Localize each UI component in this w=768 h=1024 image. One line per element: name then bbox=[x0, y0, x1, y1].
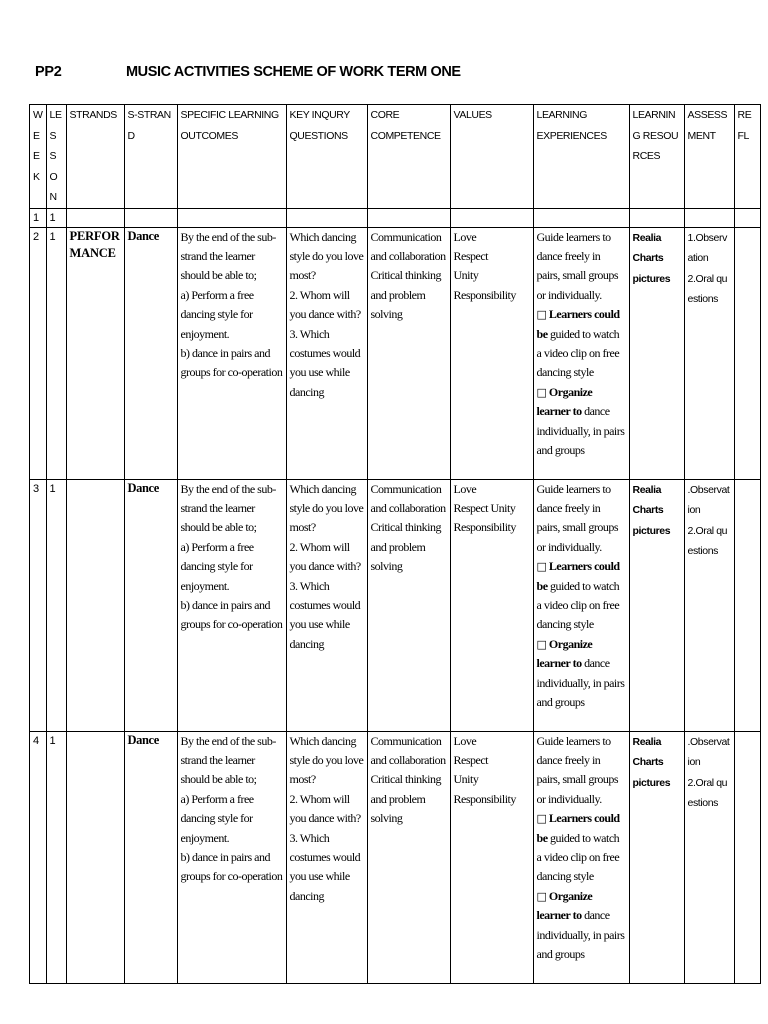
checkbox-bullet-icon: □ bbox=[536, 812, 547, 826]
checkbox-bullet-icon: □ bbox=[536, 889, 547, 903]
header-outcomes: SPECIFIC LEARNING OUTCOMES bbox=[177, 105, 286, 209]
competence-cell bbox=[367, 479, 450, 731]
header-competence: CORE COMPETENCE bbox=[367, 105, 450, 209]
competence-cell bbox=[367, 227, 450, 479]
table-row bbox=[30, 227, 761, 479]
values-cell bbox=[450, 208, 533, 227]
bullet-bold-text: Organize learner to bbox=[536, 888, 593, 923]
question-text: 2. Whom will you dance with? bbox=[289, 287, 361, 322]
resource-text: Realia bbox=[632, 231, 662, 244]
question-text: 2. Whom will you dance with? bbox=[289, 539, 361, 574]
resource-text: pictures bbox=[632, 776, 671, 789]
resources-cell bbox=[629, 479, 684, 731]
value-text: Unity bbox=[453, 268, 479, 283]
value-text: Love bbox=[453, 229, 477, 244]
bullet-bold-text: Organize learner to bbox=[536, 384, 593, 419]
resource-text: pictures bbox=[632, 272, 671, 285]
experience-bullet bbox=[537, 887, 626, 965]
question-text: Which dancing style do you love most? bbox=[289, 733, 364, 787]
header-row bbox=[30, 105, 761, 209]
resources-cell bbox=[629, 208, 684, 227]
question-text: 3. Which costumes would you use while dancing bbox=[289, 830, 361, 903]
outcome-text: By the end of the sub-strand the learner should be able to; bbox=[180, 733, 276, 787]
competence-cell bbox=[367, 208, 450, 227]
assessment-text: .Observation bbox=[687, 483, 730, 516]
value-text: Responsibility bbox=[453, 791, 516, 806]
experience-intro: Guide learners to dance freely in pairs, small groups or individually. bbox=[536, 481, 619, 554]
bullet-bold-text: Learners could be bbox=[536, 811, 620, 845]
experience-intro: Guide learners to dance freely in pairs, small groups or individually. bbox=[536, 229, 619, 302]
experience-bullet bbox=[537, 557, 626, 635]
values-cell bbox=[450, 479, 533, 731]
resource-text: Charts bbox=[632, 252, 664, 264]
resource-text: pictures bbox=[632, 524, 671, 537]
checkbox-bullet-icon: □ bbox=[536, 637, 547, 651]
experience-bullet bbox=[537, 635, 626, 713]
header-lesson: LESSON bbox=[46, 105, 66, 209]
value-text: Respect Unity bbox=[453, 500, 516, 515]
outcome-text: b) dance in pairs and groups for co-operation bbox=[180, 345, 283, 380]
header-strands: STRANDS bbox=[66, 105, 124, 209]
strand-cell bbox=[66, 208, 124, 227]
strand-cell bbox=[66, 731, 124, 983]
substrand-cell: Dance bbox=[124, 479, 177, 731]
resource-text: Charts bbox=[632, 504, 664, 516]
outcome-text: b) dance in pairs and groups for co-operation bbox=[180, 849, 283, 884]
assessment-cell bbox=[684, 731, 734, 983]
outcome-text: b) dance in pairs and groups for co-operation bbox=[180, 597, 283, 632]
lesson-cell: 1 bbox=[46, 208, 66, 227]
resources-cell bbox=[629, 227, 684, 479]
resources-cell bbox=[629, 731, 684, 983]
document-title-row bbox=[35, 64, 735, 88]
experiences-cell bbox=[533, 479, 629, 731]
assessment-cell bbox=[684, 479, 734, 731]
value-text: Unity bbox=[453, 772, 479, 787]
strand-cell: PERFORMANCE bbox=[66, 227, 124, 479]
header-questions: KEY INQURY QUESTIONS bbox=[286, 105, 367, 209]
bullet-bold-text: Learners could be bbox=[536, 307, 620, 341]
week-cell: 2 bbox=[30, 227, 47, 479]
question-text: Which dancing style do you love most? bbox=[289, 481, 364, 535]
question-text: 2. Whom will you dance with? bbox=[289, 791, 361, 826]
competence-cell bbox=[367, 731, 450, 983]
question-text: 3. Which costumes would you use while dancing bbox=[289, 326, 361, 399]
bullet-bold-text: Learners could be bbox=[536, 559, 620, 593]
outcomes-cell bbox=[177, 479, 286, 731]
reflection-cell bbox=[734, 479, 760, 731]
outcomes-cell bbox=[177, 208, 286, 227]
substrand-cell: Dance bbox=[124, 227, 177, 479]
outcomes-cell bbox=[177, 731, 286, 983]
bullet-bold-text: Organize learner to bbox=[536, 636, 593, 671]
questions-cell bbox=[286, 227, 367, 479]
document-title: MUSIC ACTIVITIES SCHEME OF WORK TERM ONE bbox=[126, 64, 461, 80]
questions-cell bbox=[286, 479, 367, 731]
header-refl: REFL bbox=[734, 105, 760, 209]
value-text: Love bbox=[453, 481, 477, 496]
checkbox-bullet-icon: □ bbox=[536, 385, 547, 399]
outcome-text: a) Perform a free dancing style for enjoyment. bbox=[180, 791, 254, 845]
header-values: VALUES bbox=[450, 105, 533, 209]
resource-text: Realia bbox=[632, 483, 662, 496]
scheme-of-work-table bbox=[29, 104, 761, 984]
assessment-cell bbox=[684, 208, 734, 227]
questions-cell bbox=[286, 731, 367, 983]
question-text: 3. Which costumes would you use while dancing bbox=[289, 578, 361, 651]
substrand-cell bbox=[124, 208, 177, 227]
value-text: Love bbox=[453, 733, 477, 748]
resource-text: Charts bbox=[632, 756, 664, 768]
competence-text: Critical thinking and problem solving bbox=[370, 520, 442, 574]
header-week: WEEK bbox=[30, 105, 47, 209]
competence-text: Communication and collaboration bbox=[370, 481, 446, 515]
experience-bullet bbox=[537, 809, 626, 887]
value-text: Responsibility bbox=[453, 520, 516, 535]
table-row bbox=[30, 731, 761, 983]
bullet-text: guided to watch a video clip on free dancing style bbox=[536, 326, 620, 380]
bullet-text: dance individually, in pairs and groups bbox=[536, 908, 625, 961]
outcome-text: By the end of the sub-strand the learner should be able to; bbox=[180, 229, 276, 283]
experience-intro: Guide learners to dance freely in pairs, small groups or individually. bbox=[536, 733, 619, 806]
bullet-text: dance individually, in pairs and groups bbox=[536, 656, 625, 709]
reflection-cell bbox=[734, 208, 760, 227]
bullet-text: guided to watch a video clip on free dancing style bbox=[536, 578, 620, 632]
experiences-cell bbox=[533, 208, 629, 227]
value-text: Respect bbox=[453, 752, 489, 767]
checkbox-bullet-icon: □ bbox=[536, 308, 547, 322]
competence-text: Critical thinking and problem solving bbox=[370, 268, 442, 322]
header-experiences: LEARNING EXPERIENCES bbox=[533, 105, 629, 209]
experiences-cell bbox=[533, 227, 629, 479]
assessment-text: 2.Oral questions bbox=[687, 524, 728, 557]
value-text: Responsibility bbox=[453, 287, 516, 302]
table-row bbox=[30, 208, 761, 227]
experiences-cell bbox=[533, 731, 629, 983]
assessment-text: .Observation bbox=[687, 735, 730, 768]
lesson-cell: 1 bbox=[46, 227, 66, 479]
bullet-text: dance individually, in pairs and groups bbox=[536, 404, 625, 457]
value-text: Respect bbox=[453, 248, 489, 263]
strand-cell bbox=[66, 479, 124, 731]
outcome-text: a) Perform a free dancing style for enjoyment. bbox=[180, 287, 254, 341]
checkbox-bullet-icon: □ bbox=[536, 560, 547, 574]
lesson-cell: 1 bbox=[46, 479, 66, 731]
assessment-text: 1.Observation bbox=[687, 231, 727, 264]
reflection-cell bbox=[734, 731, 760, 983]
week-cell: 1 bbox=[30, 208, 47, 227]
class-label: PP2 bbox=[35, 64, 62, 80]
outcome-text: a) Perform a free dancing style for enjoyment. bbox=[180, 539, 254, 593]
week-cell: 3 bbox=[30, 479, 47, 731]
header-resources: LEARNING RESOURCES bbox=[629, 105, 684, 209]
competence-text: Communication and collaboration bbox=[370, 229, 446, 263]
header-substrand: S-STRAND bbox=[124, 105, 177, 209]
experience-bullet bbox=[537, 305, 626, 383]
values-cell bbox=[450, 731, 533, 983]
substrand-cell: Dance bbox=[124, 731, 177, 983]
header-assessment: ASSESSMENT bbox=[684, 105, 734, 209]
reflection-cell bbox=[734, 227, 760, 479]
competence-text: Critical thinking and problem solving bbox=[370, 772, 442, 826]
outcome-text: By the end of the sub-strand the learner should be able to; bbox=[180, 481, 276, 535]
experience-bullet bbox=[537, 383, 626, 461]
question-text: Which dancing style do you love most? bbox=[289, 229, 364, 283]
table-row bbox=[30, 479, 761, 731]
outcomes-cell bbox=[177, 227, 286, 479]
assessment-text: 2.Oral questions bbox=[687, 272, 728, 305]
lesson-cell: 1 bbox=[46, 731, 66, 983]
values-cell bbox=[450, 227, 533, 479]
assessment-cell bbox=[684, 227, 734, 479]
assessment-text: 2.Oral questions bbox=[687, 776, 728, 809]
questions-cell bbox=[286, 208, 367, 227]
competence-text: Communication and collaboration bbox=[370, 733, 446, 767]
bullet-text: guided to watch a video clip on free dancing style bbox=[536, 830, 620, 884]
week-cell: 4 bbox=[30, 731, 47, 983]
resource-text: Realia bbox=[632, 735, 662, 748]
